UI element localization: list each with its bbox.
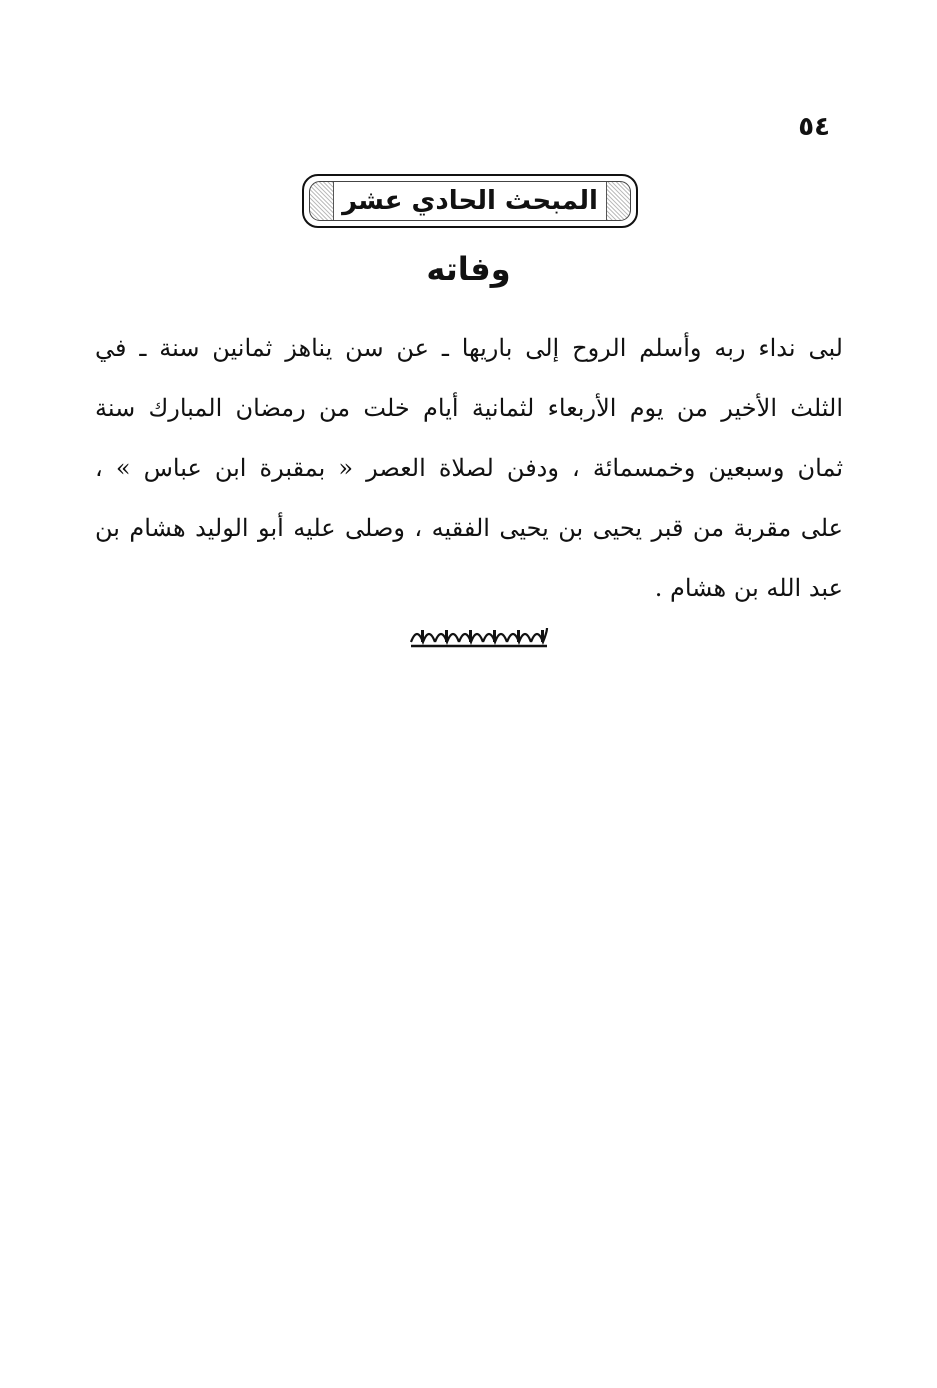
chapter-title: المبحث الحادي عشر xyxy=(333,182,607,220)
body-line: لبى نداء ربه وأسلم الروح إلى باريها ـ عن سن يناهز ثمانين سنة ـ في xyxy=(95,334,843,362)
body-paragraph xyxy=(95,318,843,618)
body-line: ثمان وسبعين وخمسمائة ، ودفن لصلاة العصر « بمقبرة ابن عباس » ، xyxy=(95,454,843,482)
page-number: ٥٤ xyxy=(798,112,830,142)
section-heading: وفاته xyxy=(426,250,511,288)
body-line: عبد الله بن هشام . xyxy=(654,574,843,602)
decorative-divider-icon xyxy=(407,622,551,650)
chapter-title-frame xyxy=(302,174,638,228)
chapter-title-border xyxy=(309,181,631,221)
body-line: على مقربة من قبر يحيى بن يحيى الفقيه ، وصلى عليه أبو الوليد هشام بن xyxy=(95,514,843,542)
body-line: الثلث الأخير من يوم الأربعاء لثمانية أيام خلت من رمضان المبارك سنة xyxy=(95,394,843,422)
